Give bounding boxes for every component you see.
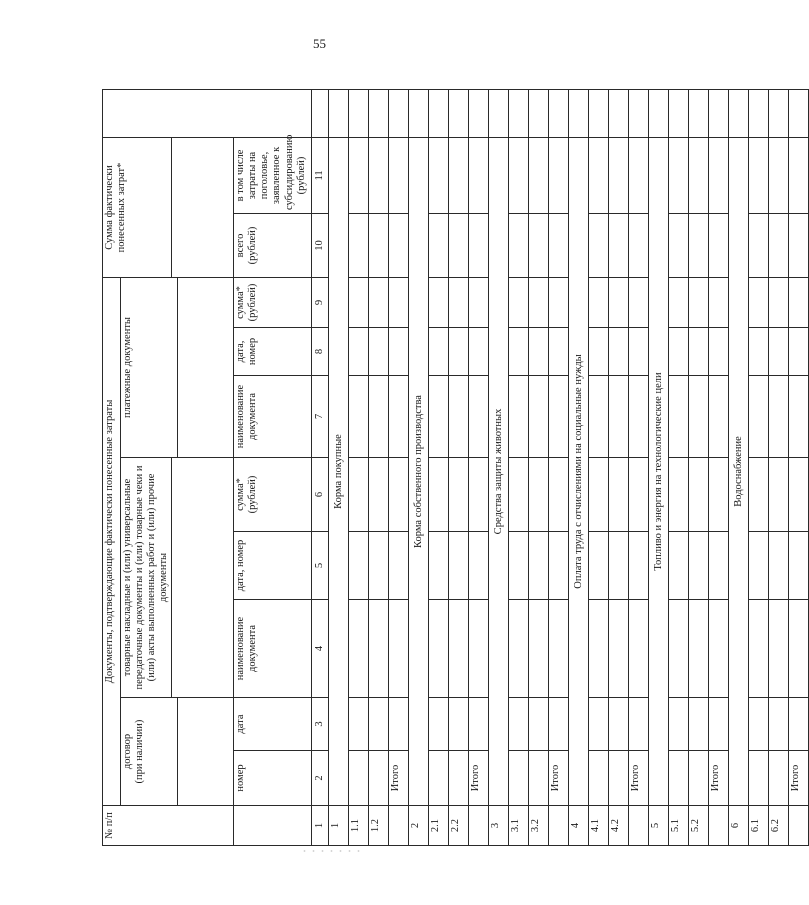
empty-cell — [389, 137, 409, 213]
empty-cell — [749, 600, 769, 698]
section-title: Средства защиты животных — [489, 137, 509, 805]
empty-cell — [429, 328, 449, 376]
column-number: 3 — [312, 698, 329, 751]
empty-cell — [669, 328, 689, 376]
empty-cell — [449, 213, 469, 277]
empty-cell — [689, 89, 709, 137]
empty-cell — [609, 458, 629, 532]
table-row — [749, 89, 769, 845]
empty-cell — [549, 600, 569, 698]
empty-cell — [669, 376, 689, 458]
empty-cell — [769, 137, 789, 213]
empty-cell — [449, 751, 469, 806]
header-num-sub — [234, 806, 312, 846]
total-label: Итого — [709, 751, 729, 806]
section-title: Оплата труда с отчислениями на социальные нужды — [569, 137, 589, 805]
empty-cell — [469, 600, 489, 698]
empty-cell — [749, 751, 769, 806]
empty-cell — [749, 698, 769, 751]
empty-cell — [609, 213, 629, 277]
rotated-form — [102, 90, 802, 846]
row-number: 6.1 — [749, 806, 769, 846]
empty-cell — [529, 600, 549, 698]
empty-cell — [549, 458, 569, 532]
empty-cell — [389, 600, 409, 698]
empty-cell — [589, 532, 609, 600]
section-number: 6 — [729, 806, 749, 846]
section-title: Корма покупные — [329, 137, 349, 805]
empty-cell — [669, 458, 689, 532]
total-number-cell — [629, 806, 649, 846]
total-number-cell — [389, 806, 409, 846]
empty-cell — [429, 751, 449, 806]
empty-cell — [429, 532, 449, 600]
section-row — [329, 89, 349, 845]
empty-cell — [789, 532, 809, 600]
empty-cell — [789, 137, 809, 213]
empty-cell — [709, 376, 729, 458]
empty-cell — [589, 277, 609, 327]
header-actual-sum-spacer — [172, 137, 234, 277]
empty-cell — [429, 89, 449, 137]
total-row — [389, 89, 409, 845]
empty-cell — [369, 277, 389, 327]
column-numbers-row — [312, 89, 329, 845]
header-num: № п/п — [103, 806, 234, 846]
row-blank-cell — [409, 89, 429, 137]
column-number: 6 — [312, 458, 329, 532]
empty-cell — [789, 698, 809, 751]
header-payment-spacer — [178, 277, 234, 457]
empty-cell — [369, 376, 389, 458]
row-number: 6.2 — [769, 806, 789, 846]
empty-cell — [449, 532, 469, 600]
row-number: 4.1 — [589, 806, 609, 846]
empty-cell — [349, 137, 369, 213]
empty-cell — [589, 137, 609, 213]
header-docs-group: Документы, подтверждающие фактически понесенные затраты — [103, 277, 121, 805]
empty-cell — [429, 376, 449, 458]
header-payment-docs: платежные документы — [121, 277, 178, 457]
empty-cell — [369, 751, 389, 806]
empty-cell — [709, 277, 729, 327]
empty-cell — [749, 89, 769, 137]
empty-cell — [789, 277, 809, 327]
row-number: 5.2 — [689, 806, 709, 846]
empty-cell — [509, 277, 529, 327]
empty-cell — [789, 213, 809, 277]
empty-cell — [429, 698, 449, 751]
empty-cell — [709, 458, 729, 532]
section-number: 3 — [489, 806, 509, 846]
empty-cell — [549, 277, 569, 327]
total-number-cell — [789, 806, 809, 846]
empty-cell — [709, 137, 729, 213]
table-row — [529, 89, 549, 845]
table-row — [769, 89, 789, 845]
empty-cell — [509, 532, 529, 600]
empty-cell — [549, 532, 569, 600]
empty-cell — [369, 600, 389, 698]
empty-cell — [389, 89, 409, 137]
empty-cell — [529, 751, 549, 806]
total-label: Итого — [469, 751, 489, 806]
empty-cell — [529, 532, 549, 600]
empty-cell — [429, 137, 449, 213]
header-total-rub: всего (рублей) — [234, 213, 312, 277]
empty-cell — [389, 458, 409, 532]
empty-cell — [469, 458, 489, 532]
section-number: 1 — [329, 806, 349, 846]
empty-cell — [689, 532, 709, 600]
empty-cell — [709, 698, 729, 751]
empty-cell — [349, 89, 369, 137]
empty-cell — [449, 277, 469, 327]
empty-cell — [529, 89, 549, 137]
empty-cell — [589, 458, 609, 532]
empty-cell — [549, 137, 569, 213]
scan-artifact — [300, 848, 360, 854]
header-contract — [121, 698, 178, 806]
empty-cell — [609, 376, 629, 458]
empty-cell — [769, 328, 789, 376]
empty-cell — [449, 89, 469, 137]
empty-cell — [349, 376, 369, 458]
empty-cell — [549, 213, 569, 277]
table-row — [609, 89, 629, 845]
empty-cell — [749, 458, 769, 532]
table-row — [349, 89, 369, 845]
section-title: Топливо и энергия на технологические цели — [649, 137, 669, 805]
empty-cell — [689, 458, 709, 532]
empty-cell — [449, 600, 469, 698]
empty-cell — [389, 698, 409, 751]
empty-cell — [469, 277, 489, 327]
empty-cell — [769, 600, 789, 698]
empty-cell — [469, 213, 489, 277]
empty-cell — [769, 277, 789, 327]
row-number: 2.1 — [429, 806, 449, 846]
empty-cell — [609, 137, 629, 213]
empty-cell — [449, 458, 469, 532]
empty-cell — [529, 376, 549, 458]
section-number: 2 — [409, 806, 429, 846]
header-waybills-spacer — [172, 458, 234, 698]
empty-cell — [549, 376, 569, 458]
empty-cell — [429, 277, 449, 327]
table-row — [429, 89, 449, 845]
row-blank-cell — [569, 89, 589, 137]
empty-cell — [509, 328, 529, 376]
empty-cell — [369, 458, 389, 532]
total-row — [629, 89, 649, 845]
total-label: Итого — [629, 751, 649, 806]
section-row — [649, 89, 669, 845]
table-row — [689, 89, 709, 845]
empty-cell — [609, 89, 629, 137]
empty-cell — [629, 89, 649, 137]
section-number: 4 — [569, 806, 589, 846]
section-number: 5 — [649, 806, 669, 846]
empty-cell — [589, 328, 609, 376]
empty-cell — [509, 458, 529, 532]
row-number: 4.2 — [609, 806, 629, 846]
empty-cell — [749, 328, 769, 376]
empty-cell — [669, 277, 689, 327]
empty-cell — [529, 137, 549, 213]
expense-documents-table — [102, 89, 809, 846]
empty-cell — [669, 600, 689, 698]
empty-cell — [689, 751, 709, 806]
empty-cell — [389, 213, 409, 277]
table-body — [103, 89, 809, 845]
row-blank-cell — [489, 89, 509, 137]
empty-cell — [589, 751, 609, 806]
table-row — [509, 89, 529, 845]
table-row — [669, 89, 689, 845]
empty-cell — [689, 213, 709, 277]
row-number: 2.2 — [449, 806, 469, 846]
total-row — [469, 89, 489, 845]
empty-cell — [689, 698, 709, 751]
empty-cell — [449, 137, 469, 213]
empty-cell — [369, 328, 389, 376]
empty-cell — [689, 600, 709, 698]
empty-cell — [429, 458, 449, 532]
blank-column — [103, 89, 312, 137]
empty-cell — [689, 137, 709, 213]
empty-cell — [589, 698, 609, 751]
empty-cell — [749, 137, 769, 213]
row-number: 1.1 — [349, 806, 369, 846]
empty-cell — [389, 376, 409, 458]
empty-cell — [609, 532, 629, 600]
empty-cell — [349, 600, 369, 698]
header-waybills: товарные накладные и (или) универсальные передаточные документы и (или) товарные чеки и (или) акты выполненных работ и (или) прочие документы — [121, 458, 172, 698]
column-number: 5 — [312, 532, 329, 600]
empty-cell — [629, 277, 649, 327]
empty-cell — [609, 751, 629, 806]
empty-cell — [349, 751, 369, 806]
empty-cell — [789, 328, 809, 376]
empty-cell — [669, 89, 689, 137]
empty-cell — [469, 328, 489, 376]
empty-cell — [529, 698, 549, 751]
empty-cell — [629, 600, 649, 698]
empty-cell — [449, 328, 469, 376]
empty-cell — [629, 213, 649, 277]
empty-cell — [629, 698, 649, 751]
section-row — [489, 89, 509, 845]
empty-cell — [629, 458, 649, 532]
empty-cell — [689, 277, 709, 327]
header-claimed: в том числе затраты на поголовье, заявленное к субсидированию (рублей) — [234, 137, 312, 213]
table-row — [449, 89, 469, 845]
empty-cell — [669, 532, 689, 600]
empty-cell — [449, 376, 469, 458]
empty-cell — [669, 751, 689, 806]
empty-cell — [529, 213, 549, 277]
column-number: 11 — [312, 137, 329, 213]
empty-cell — [749, 376, 769, 458]
total-number-cell — [549, 806, 569, 846]
section-row — [409, 89, 429, 845]
empty-cell — [509, 751, 529, 806]
empty-cell — [709, 600, 729, 698]
empty-cell — [389, 532, 409, 600]
total-row — [709, 89, 729, 845]
empty-cell — [589, 89, 609, 137]
empty-cell — [749, 277, 769, 327]
header-date-number-2: дата, номер — [234, 328, 312, 376]
empty-cell — [349, 277, 369, 327]
empty-cell — [349, 213, 369, 277]
empty-cell — [769, 458, 789, 532]
empty-cell — [709, 532, 729, 600]
empty-cell — [529, 458, 549, 532]
empty-cell — [769, 89, 789, 137]
empty-cell — [509, 213, 529, 277]
empty-cell — [589, 376, 609, 458]
empty-cell — [469, 376, 489, 458]
empty-cell — [389, 277, 409, 327]
empty-cell — [449, 698, 469, 751]
empty-cell — [609, 277, 629, 327]
row-blank-cell — [729, 89, 749, 137]
header-sum-rub: сумма* (рублей) — [234, 458, 312, 532]
empty-cell — [689, 328, 709, 376]
empty-cell — [669, 213, 689, 277]
empty-cell — [469, 698, 489, 751]
row-blank-cell — [649, 89, 669, 137]
header-contract-spacer — [178, 698, 234, 806]
empty-cell — [349, 328, 369, 376]
header-doc-name: наименование документа — [234, 600, 312, 698]
row-blank-cell — [329, 89, 349, 137]
column-number: 7 — [312, 376, 329, 458]
empty-cell — [629, 376, 649, 458]
empty-cell — [709, 89, 729, 137]
empty-cell — [789, 458, 809, 532]
page-number: 55 — [313, 36, 326, 51]
column-number: 2 — [312, 751, 329, 806]
row-number: 3.2 — [529, 806, 549, 846]
column-number: 10 — [312, 213, 329, 277]
empty-cell — [769, 532, 789, 600]
header-doc-name-2: наименование документа — [234, 376, 312, 458]
total-number-cell — [469, 806, 489, 846]
total-label: Итого — [389, 751, 409, 806]
header-sum-rub-2: сумма* (рублей) — [234, 277, 312, 327]
empty-cell — [369, 89, 389, 137]
header-date-number: дата, номер — [234, 532, 312, 600]
empty-cell — [689, 376, 709, 458]
empty-cell — [769, 751, 789, 806]
empty-cell — [509, 89, 529, 137]
empty-cell — [789, 89, 809, 137]
empty-cell — [769, 213, 789, 277]
empty-cell — [789, 600, 809, 698]
empty-cell — [369, 137, 389, 213]
row-number: 5.1 — [669, 806, 689, 846]
empty-cell — [749, 213, 769, 277]
total-row — [549, 89, 569, 845]
empty-cell — [349, 532, 369, 600]
empty-cell — [609, 698, 629, 751]
empty-cell — [709, 328, 729, 376]
table-row — [369, 89, 389, 845]
empty-cell — [349, 458, 369, 532]
column-number: 8 — [312, 328, 329, 376]
empty-cell — [549, 89, 569, 137]
section-title: Водоснабжение — [729, 137, 749, 805]
empty-cell — [529, 277, 549, 327]
empty-cell — [629, 137, 649, 213]
empty-cell — [509, 698, 529, 751]
column-number: 9 — [312, 277, 329, 327]
empty-cell — [789, 376, 809, 458]
empty-cell — [429, 213, 449, 277]
column-number-blank — [312, 89, 329, 137]
empty-cell — [389, 328, 409, 376]
header-actual-sum: Сумма фактически понесенных затрат* — [103, 137, 172, 277]
empty-cell — [609, 328, 629, 376]
empty-cell — [349, 698, 369, 751]
empty-cell — [669, 698, 689, 751]
empty-cell — [469, 137, 489, 213]
empty-cell — [629, 532, 649, 600]
total-row — [789, 89, 809, 845]
column-number: 4 — [312, 600, 329, 698]
empty-cell — [769, 376, 789, 458]
total-label: Итого — [549, 751, 569, 806]
section-title: Корма собственного производства — [409, 137, 429, 805]
empty-cell — [509, 137, 529, 213]
table-row — [589, 89, 609, 845]
empty-cell — [429, 600, 449, 698]
empty-cell — [709, 213, 729, 277]
header-contract-text: договор (при наличии) — [122, 719, 146, 784]
empty-cell — [369, 698, 389, 751]
empty-cell — [609, 600, 629, 698]
empty-cell — [549, 328, 569, 376]
empty-cell — [369, 532, 389, 600]
section-row — [569, 89, 589, 845]
empty-cell — [589, 213, 609, 277]
total-label: Итого — [789, 751, 809, 806]
row-number: 3.1 — [509, 806, 529, 846]
total-number-cell — [709, 806, 729, 846]
section-row — [729, 89, 749, 845]
empty-cell — [469, 89, 489, 137]
empty-cell — [509, 600, 529, 698]
column-number: 1 — [312, 806, 329, 846]
header-date: дата — [234, 698, 312, 751]
empty-cell — [669, 137, 689, 213]
empty-cell — [369, 213, 389, 277]
row-number: 1.2 — [369, 806, 389, 846]
empty-cell — [469, 532, 489, 600]
empty-cell — [589, 600, 609, 698]
empty-cell — [629, 328, 649, 376]
header-number: номер — [234, 751, 312, 806]
empty-cell — [769, 698, 789, 751]
empty-cell — [509, 376, 529, 458]
empty-cell — [749, 532, 769, 600]
empty-cell — [529, 328, 549, 376]
empty-cell — [549, 698, 569, 751]
